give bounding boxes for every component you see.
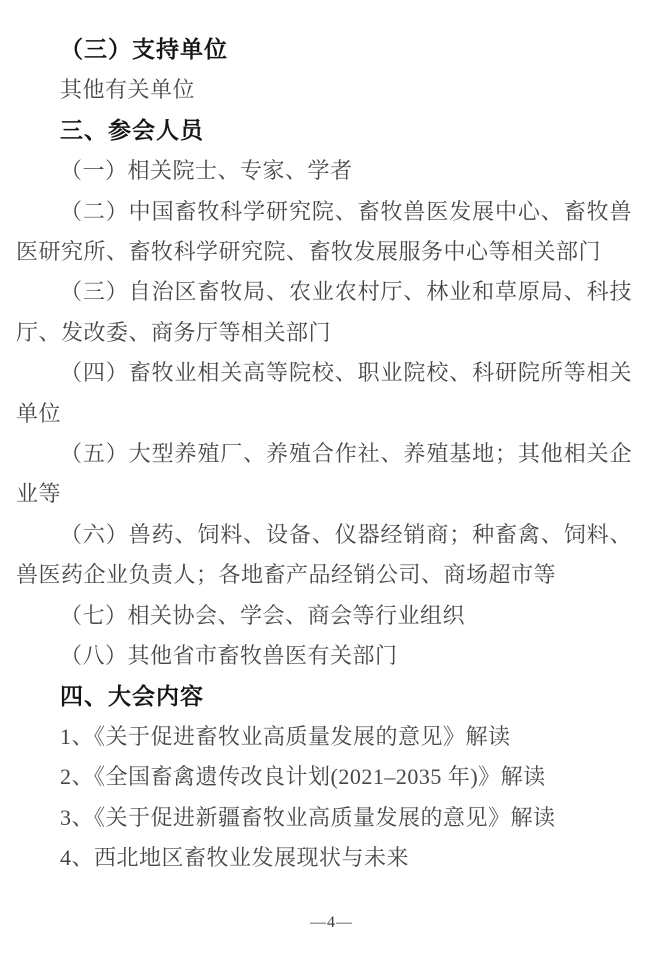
text-line: 1、《关于促进畜牧业高质量发展的意见》解读 [60,723,511,749]
text-line: 3、《关于促进新疆畜牧业高质量发展的意见》解读 [60,804,556,830]
heading-line: 三、参会人员 [60,117,204,143]
text-line: （六）兽药、饲料、设备、仪器经销商；种畜禽、饲料、 [60,521,632,547]
text-line: （三）自治区畜牧局、农业农村厅、林业和草原局、科技 [60,279,632,305]
text-line: 单位 [16,400,62,426]
heading-line: （三）支持单位 [60,37,228,62]
text-line: （一）相关院士、专家、学者 [60,158,353,184]
text-line: （四）畜牧业相关高等院校、职业院校、科研院所等相关 [60,360,632,386]
text-line: 厅、发改委、商务厅等相关部门 [16,319,332,345]
text-line: （二）中国畜牧科学研究院、畜牧兽医发展中心、畜牧兽 [60,198,632,224]
text-line: （五）大型养殖厂、养殖合作社、养殖基地；其他相关企 [60,441,632,467]
document-body [16,30,632,879]
text-line: 其他有关单位 [60,77,196,103]
text-line: 4、西北地区畜牧业发展现状与未来 [60,845,410,871]
heading-line: 四、大会内容 [60,683,204,709]
text-line: 医研究所、畜牧科学研究院、畜牧发展服务中心等相关部门 [16,239,602,265]
text-line: 业等 [16,481,62,507]
text-line: 兽医药企业负责人；各地畜产品经销公司、商场超市等 [16,562,557,588]
text-line: （八）其他省市畜牧兽医有关部门 [60,643,398,669]
page-number: —4— [310,914,353,931]
text-line: 2、《全国畜禽遗传改良计划(2021–2035 年)》解读 [60,764,546,790]
text-line: （七）相关协会、学会、商会等行业组织 [60,602,466,628]
